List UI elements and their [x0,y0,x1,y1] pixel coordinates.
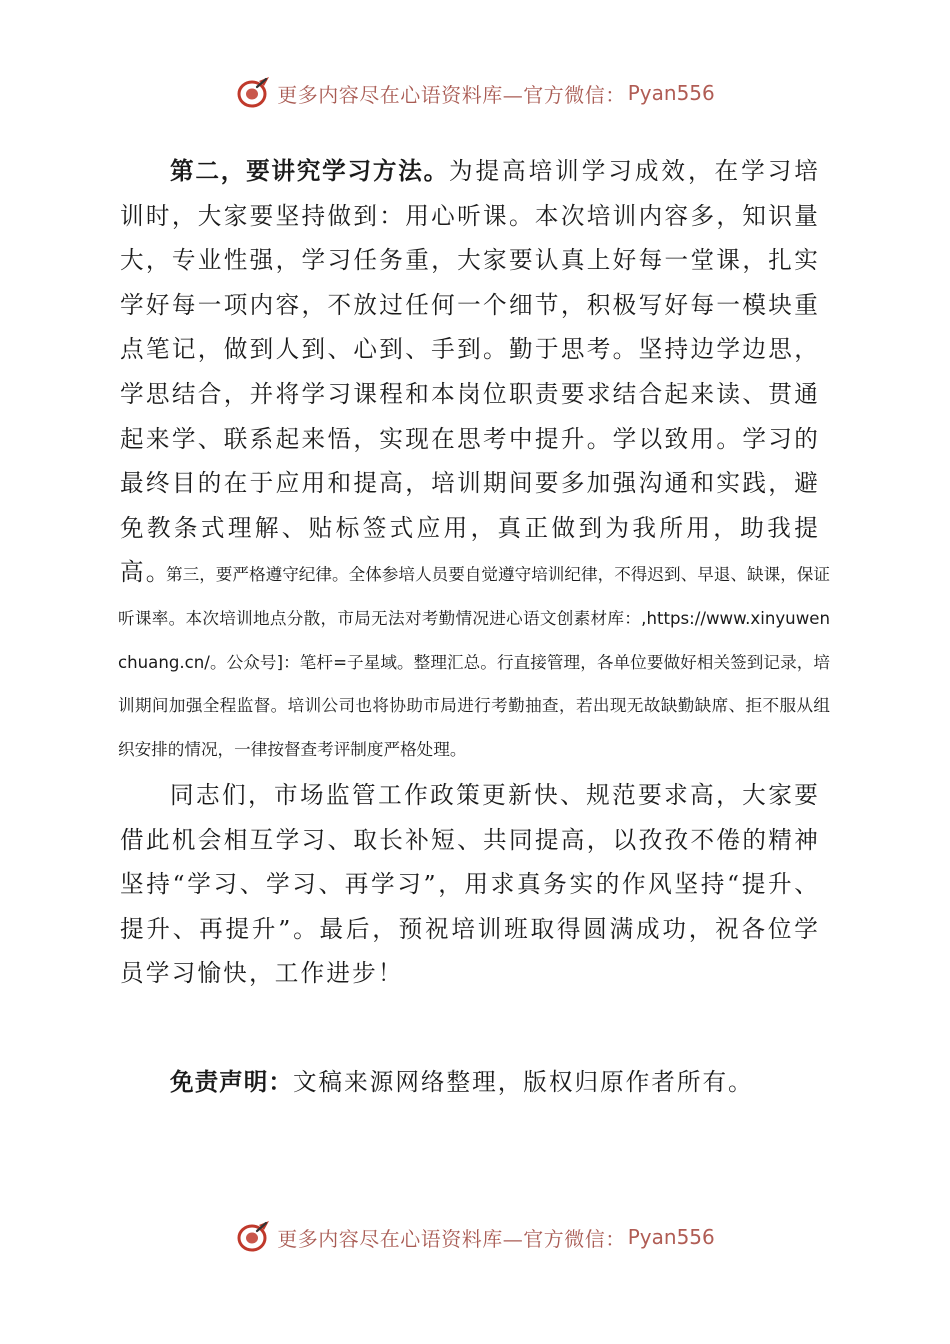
paragraph-heading: 第二，要讲究学习方法。 [170,157,449,185]
banner-wechat-id: Pyan556 [627,1225,715,1249]
paragraph-closing: 同志们，市场监管工作政策更新快、规范要求高，大家要借此机会相互学习、取长补短、共同提高，以孜孜不倦的精神坚持“学习、学习、再学习”，用求真务实的作风坚持“提升、提升、再提升”。最后，预祝培训班取得圆满成功，祝各位学员学习愉快，工作进步！ [120,781,820,988]
disclaimer [170,1060,870,1104]
paragraph-discipline: 第三，要严格遵守纪律。全体参培人员要自觉遵守培训纪律，不得迟到、早退、缺课，保证听课率。本次培训地点分散，市局无法对考勤情况进心语文创素材库：,https://www.xinyuwenchuang.cn/。公众号]：笔杆=子星域。整理汇总。行直接管理，各单位要做好相关签到记录，培训期间加强全程监督。培训公司也将协助市局进行考勤抽查，若出现无故缺勤缺席、拒不服从组织安排的情况，一律按督查考评制度严格处理。 [118,565,830,760]
disclaimer-label: 免责声明： [170,1068,293,1096]
paragraph-body: 为提高培训学习成效，在学习培训时，大家要坚持做到：用心听课。本次培训内容多，知识量大，专业性强，学习任务重，大家要认真上好每一堂课，扎实学好每一项内容，不放过任何一个细节，积极写好每一模块重点笔记，做到人到、心到、手到。勤于思考。坚持边学边思，学思结合，并将学习课程和本岗位职责要求结合起来读、贯通起来学、联系起来悟，实现在思考中提升。学以致用。学习的最终目的在于应用和提高，培训期间要多加强沟通和实践，避免教条式理解、贴标签式应用，真正做到为我所用，助我提高。 [120,157,821,587]
footer-watermark-banner [0,1217,950,1257]
header-watermark-banner [0,73,950,113]
paragraph-study-methods [120,149,820,595]
brush-logo-icon [235,1219,273,1255]
disclaimer-text: 文稿来源网络整理，版权归原作者所有。 [292,1068,754,1096]
brush-logo-icon [235,75,273,111]
banner-text: 更多内容尽在心语资料库—官方微信： [277,82,626,107]
banner-text: 更多内容尽在心语资料库—官方微信： [277,1226,626,1251]
banner-wechat-id: Pyan556 [627,81,715,105]
